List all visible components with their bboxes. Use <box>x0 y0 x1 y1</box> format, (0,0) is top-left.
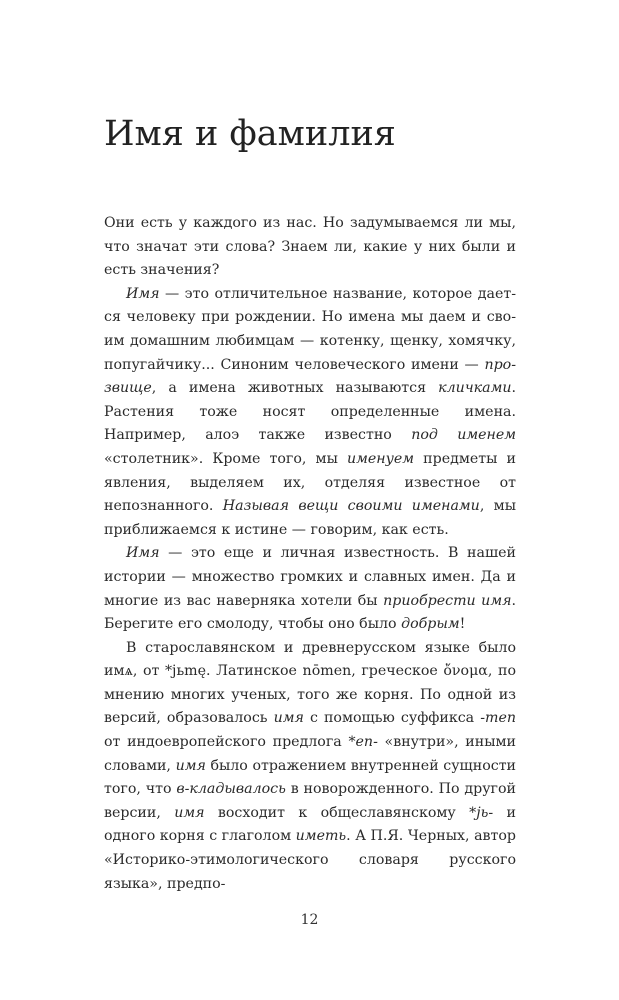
text-run: предметы и явления, выделяем их, отделяя известное от непознанного. <box>104 450 516 515</box>
text-run: Они есть у каждого из нас. Но задумываемся ли мы, что значат эти слова? Знаем ли, какие у них были и есть значения? <box>104 215 516 279</box>
italic-text: имя <box>175 757 206 774</box>
text-run: . А П.Я. Черных, автор «Историко-этимологического словаря русского языка», предпо- <box>104 828 516 892</box>
paragraph-name-reputation <box>104 542 516 636</box>
page-title: Имя и фамилия <box>104 114 396 154</box>
text-run: — это отличительное название, которое дается человеку при рождении. Но имена мы даем и своим домашним любимцам — котенку, щенку, хомячку, попугайчику... Синоним человеческого имени — <box>104 285 516 373</box>
text-run: — это еще и личная известность. В нашей истории — множество громких и славных имен. Да и многие из вас наверняка хотели бы <box>104 545 516 609</box>
italic-text: *en- <box>348 734 378 751</box>
text-run: . Растения тоже носят определенные имена. Например, алоэ также известно <box>104 380 516 444</box>
italic-text: имя <box>174 804 205 821</box>
text-run: от индоевропейского предлога <box>104 734 349 751</box>
text-run: ! <box>459 616 466 633</box>
text-run: , а имена животных называются <box>151 380 439 397</box>
paragraph-name-definition <box>104 283 516 543</box>
italic-text: -men <box>480 710 516 727</box>
italic-text: иметь <box>295 828 347 845</box>
page-number: 12 <box>300 912 319 928</box>
italic-text: именуем <box>347 450 415 467</box>
italic-text: кличками <box>438 380 512 397</box>
italic-text: в-кладывалось <box>176 781 286 798</box>
text-run: «внутри», иными словами, <box>104 734 516 774</box>
text-run: и одного корня с глаголом <box>104 804 517 845</box>
italic-text: под именем <box>411 427 517 444</box>
paragraph-intro <box>104 212 516 283</box>
text-run: В старославянском и древнерусском языке было имѧ, от *jьmę. Латинское nōmen, греческое ὄνομα, по мнению многих ученых, того же корня. По одной из версий, образовалось <box>104 639 516 727</box>
italic-text: Имя <box>126 545 160 562</box>
text-run: было отражением внутренней сущности того, что <box>104 757 516 798</box>
italic-text: добрым <box>401 616 460 633</box>
italic-text: Называя вещи своими именами <box>222 498 480 515</box>
text-run: , мы приближаемся к истине — говорим, как есть. <box>104 498 516 538</box>
italic-text: прозвище <box>104 356 516 397</box>
text-run: с помощью суффикса <box>303 710 481 727</box>
text-run: «столетник». Кроме того, мы <box>104 450 347 467</box>
text-run: . Берегите его смолоду, чтобы оно было <box>104 592 516 633</box>
italic-text: приобрести имя <box>383 592 512 609</box>
italic-text: Имя <box>126 285 160 302</box>
italic-text: *jь- <box>469 804 494 821</box>
text-run: в новорожденного. По другой версии, <box>104 781 516 821</box>
italic-text: имя <box>273 710 304 727</box>
paragraph-etymology <box>104 637 516 897</box>
text-run: восходит к общеславянскому <box>204 804 470 821</box>
body-text <box>104 212 516 896</box>
